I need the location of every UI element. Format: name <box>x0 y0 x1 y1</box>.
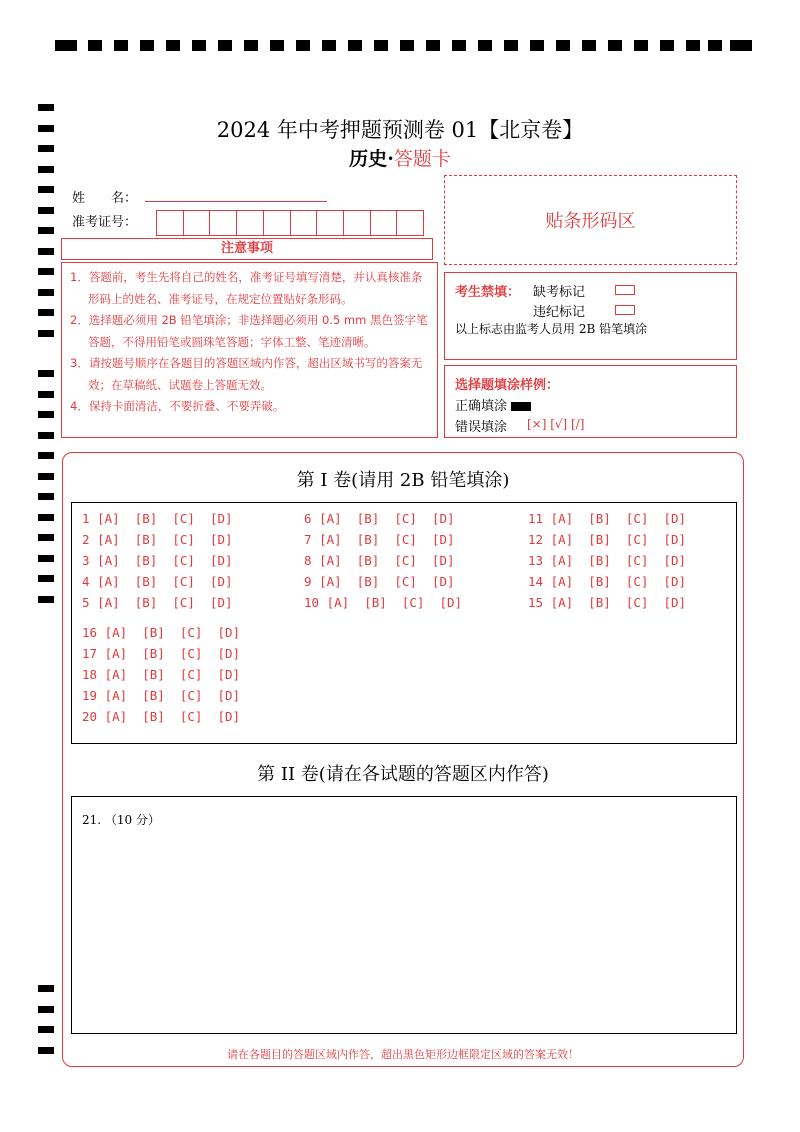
question-number: 4 <box>82 574 90 589</box>
answer-options[interactable]: [A] [B] [C] [D] <box>104 709 241 724</box>
question-number: 7 <box>304 532 312 547</box>
multiple-choice-box <box>71 502 737 744</box>
timing-mark <box>38 104 54 111</box>
answer-options[interactable]: [A] [B] [C] [D] <box>104 688 241 703</box>
question-number: 5 <box>82 595 90 610</box>
answer-options[interactable]: [A] [B] [C] [D] <box>319 532 455 547</box>
notice-item: 3．请按题号顺序在各题目的答题区域内作答，超出区域书写的答案无效；在草稿纸、试题卷上答题无效。 <box>70 356 423 392</box>
wrong-fill-label: 错误填涂 <box>455 420 508 435</box>
part1-title: 第 I 卷(请用 2B 铅笔填涂) <box>296 470 510 491</box>
page-title: 2024 年中考押题预测卷 01【北京卷】 <box>216 118 584 142</box>
timing-mark <box>38 555 54 562</box>
mc-question-5[interactable] <box>82 595 233 610</box>
mc-question-19[interactable] <box>82 688 240 703</box>
timing-mark <box>38 985 54 992</box>
answer-options[interactable]: [A] [B] [C] [D] <box>550 574 687 589</box>
exam-id-field[interactable] <box>156 210 424 236</box>
timing-mark <box>38 514 54 521</box>
barcode-area: 贴条形码区 <box>444 175 737 265</box>
notice-item: 2．选择题必须用 2B 铅笔填涂；非选择题必须用 0.5 mm 黑色签字笔答题，不得用铅笔或圆珠笔答题；字体工整、笔迹清晰。 <box>70 313 428 349</box>
question-number: 9 <box>304 574 312 589</box>
timing-mark <box>38 452 54 459</box>
timing-mark <box>38 575 54 582</box>
mc-question-10[interactable] <box>304 595 462 610</box>
part2-title: 第 II 卷(请在各试题的答题区内作答) <box>257 764 549 785</box>
id-label: 准考证号： <box>72 215 138 230</box>
question-number: 3 <box>82 553 90 568</box>
answer-options[interactable]: [A] [B] [C] [D] <box>97 553 233 568</box>
answer-options[interactable]: [A] [B] [C] [D] <box>97 574 233 589</box>
page-subtitle: 历史·答题卡 <box>349 148 451 170</box>
name-label: 姓 名： <box>72 191 138 206</box>
mc-question-1[interactable] <box>82 511 233 526</box>
answer-options[interactable]: [A] [B] [C] [D] <box>104 646 241 661</box>
timing-mark <box>38 473 54 480</box>
examinee-forbidden-box <box>444 272 737 360</box>
mc-question-7[interactable] <box>304 532 455 547</box>
answer-options[interactable]: [A] [B] [C] [D] <box>319 511 455 526</box>
question-number: 2 <box>82 532 90 547</box>
mc-question-14[interactable] <box>528 574 686 589</box>
fill-sample-box <box>444 365 737 438</box>
question-number: 15 <box>528 595 544 610</box>
question-number: 11 <box>528 511 544 526</box>
forbid-note: 以上标志由监考人员用 2B 铅笔填涂 <box>455 322 648 336</box>
question-number: 12 <box>528 532 544 547</box>
timing-mark <box>38 596 54 603</box>
question-21-label: 21. （10 分） <box>82 813 160 827</box>
timing-mark <box>38 227 54 234</box>
notice-item: 4．保持卡面清洁，不要折叠、不要弄破。 <box>70 399 285 413</box>
correct-fill-label: 正确填涂 <box>455 395 531 414</box>
answer-options[interactable]: [A] [B] [C] [D] <box>97 595 233 610</box>
mc-question-4[interactable] <box>82 574 233 589</box>
wrong-fill-samples: [×] [√] [/] <box>527 417 585 431</box>
absent-mark-box[interactable] <box>615 285 635 295</box>
violation-mark-box[interactable] <box>615 305 635 315</box>
question-number: 14 <box>528 574 544 589</box>
mc-question-15[interactable] <box>528 595 686 610</box>
timing-mark <box>38 1006 54 1013</box>
answer-options[interactable]: [A] [B] [C] [D] <box>550 595 687 610</box>
answer-options[interactable]: [A] [B] [C] [D] <box>104 625 241 640</box>
timing-mark <box>38 186 54 193</box>
timing-mark <box>38 1047 54 1054</box>
question-number: 20 <box>82 709 98 724</box>
timing-mark <box>38 207 54 214</box>
question-number: 19 <box>82 688 98 703</box>
timing-mark <box>38 411 54 418</box>
answer-options[interactable]: [A] [B] [C] [D] <box>550 532 687 547</box>
mc-question-17[interactable] <box>82 646 240 661</box>
notice-item: 1．答题前，考生先将自己的姓名，准考证号填写清楚，并认真核准条形码上的姓名、准考证号，在规定位置贴好条形码。 <box>70 270 423 306</box>
timing-mark <box>38 432 54 439</box>
mc-question-18[interactable] <box>82 667 240 682</box>
question-number: 18 <box>82 667 98 682</box>
question-number: 8 <box>304 553 312 568</box>
footer-warning: 请在各题目的答题区域内作答，超出黑色矩形边框限定区域的答案无效！ <box>227 1048 579 1061</box>
mc-question-3[interactable] <box>82 553 233 568</box>
question-number: 1 <box>82 511 90 526</box>
timing-mark <box>38 1026 54 1033</box>
timing-mark <box>38 248 54 255</box>
answer-options[interactable]: [A] [B] [C] [D] <box>97 511 233 526</box>
question-number: 10 <box>304 595 320 610</box>
answer-options[interactable]: [A] [B] [C] [D] <box>104 667 241 682</box>
question-number: 6 <box>304 511 312 526</box>
question-number: 17 <box>82 646 98 661</box>
answer-options[interactable]: [A] [B] [C] [D] <box>319 553 455 568</box>
question-number: 16 <box>82 625 98 640</box>
name-field[interactable] <box>145 201 327 202</box>
answer-options[interactable]: [A] [B] [C] [D] <box>550 553 687 568</box>
answer-options[interactable]: [A] [B] [C] [D] <box>550 511 687 526</box>
forbid-title: 考生禁填： <box>455 285 521 300</box>
answer-options[interactable]: [A] [B] [C] [D] <box>326 595 463 610</box>
timing-mark <box>38 493 54 500</box>
question-21-answer-box[interactable] <box>71 796 737 1034</box>
timing-mark <box>38 370 54 377</box>
mc-question-20[interactable] <box>82 709 240 724</box>
timing-mark <box>38 534 54 541</box>
violation-label: 违纪标记 <box>533 305 586 320</box>
sample-title: 选择题填涂样例： <box>455 378 560 393</box>
notice-title: 注意事项 <box>61 238 433 260</box>
timing-mark <box>38 289 54 296</box>
mc-question-12[interactable] <box>528 532 686 547</box>
answer-card-label: 答题卡 <box>393 148 451 170</box>
subject-label: 历史 <box>349 148 388 170</box>
mc-question-16[interactable] <box>82 625 240 640</box>
answer-options[interactable]: [A] [B] [C] [D] <box>97 532 233 547</box>
question-number: 13 <box>528 553 544 568</box>
mc-question-2[interactable] <box>82 532 233 547</box>
mc-question-6[interactable] <box>304 511 455 526</box>
mc-question-11[interactable] <box>528 511 686 526</box>
notice-box <box>61 262 438 438</box>
timing-mark <box>38 330 54 337</box>
mc-question-8[interactable] <box>304 553 455 568</box>
answer-options[interactable]: [A] [B] [C] [D] <box>319 574 455 589</box>
correct-fill-sample <box>511 402 531 411</box>
mc-question-9[interactable] <box>304 574 455 589</box>
mc-question-13[interactable] <box>528 553 686 568</box>
timing-mark <box>38 391 54 398</box>
timing-mark <box>38 309 54 316</box>
absent-label: 缺考标记 <box>533 285 586 300</box>
timing-mark <box>38 268 54 275</box>
